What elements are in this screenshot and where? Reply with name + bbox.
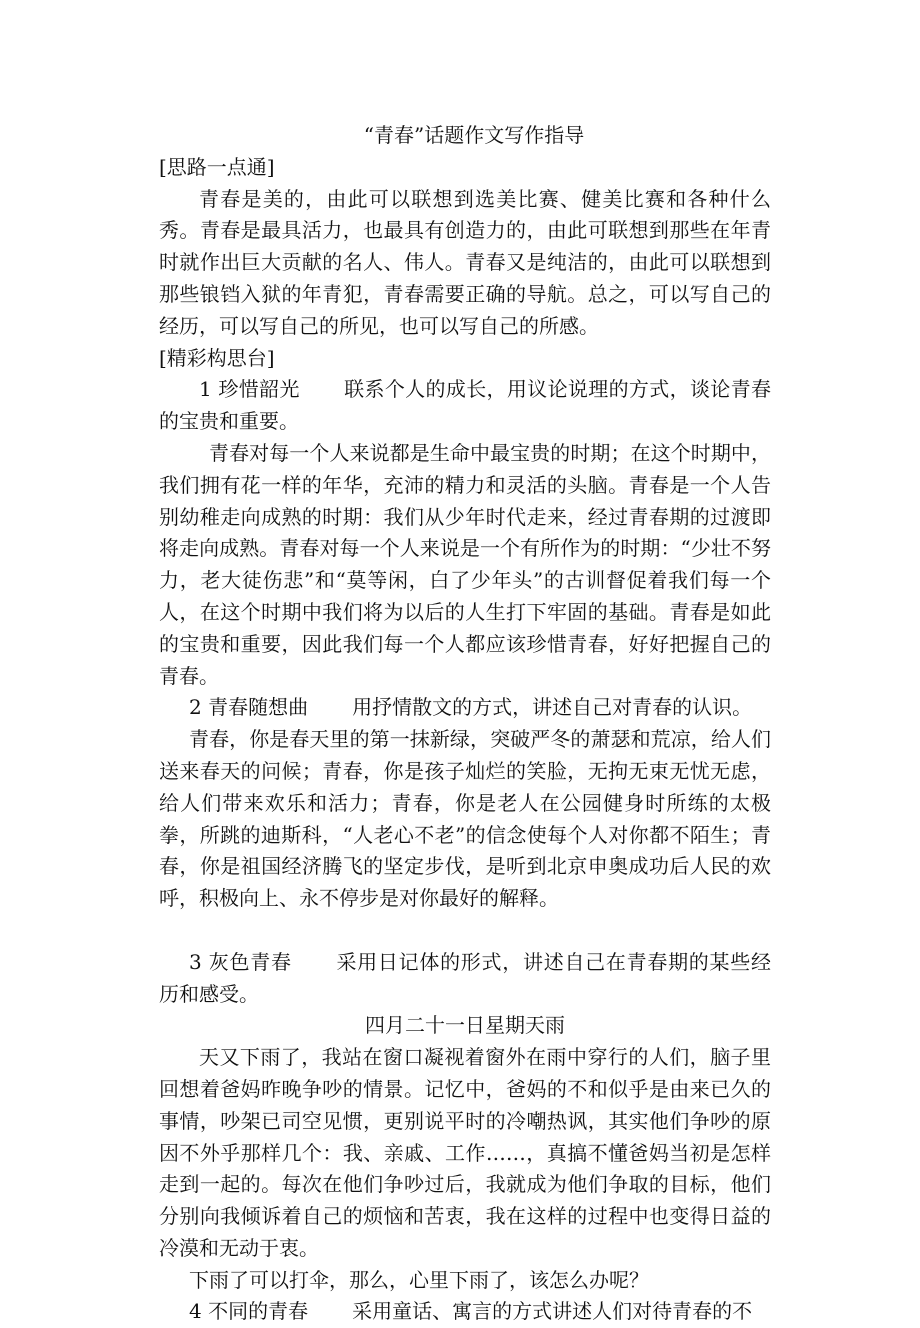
item-3-closing: 下雨了可以打伞，那么，心里下雨了，该怎么办呢？ bbox=[189, 1267, 649, 1292]
blank-line bbox=[159, 915, 771, 947]
item-2-intro bbox=[159, 692, 771, 724]
diary-date: 四月二十一日星期天雨 bbox=[365, 1013, 565, 1038]
item-1-description: 联系个人的成长，用议论说理的方式，谈论青春的宝贵和重要。 bbox=[159, 377, 771, 434]
item-4-title: 4 不同的青春 bbox=[189, 1299, 309, 1324]
item-3-title: 3 灰色青春 bbox=[189, 949, 292, 974]
item-1-intro bbox=[159, 374, 771, 438]
section-heading-conception: [精彩构思台] bbox=[159, 345, 275, 370]
item-2-description: 用抒情散文的方式，讲述自己对青春的认识。 bbox=[352, 695, 753, 720]
item-2-example: 青春，你是春天里的第一抹新绿，突破严冬的萧瑟和荒凉，给人们送来春天的问候；青春，你是孩子灿烂的笑脸，无拘无束无忧无虑，给人们带来欢乐和活力；青春，你是老人在公园健身时所练的太极拳，所跳的迪斯科，“人老心不老”的信念使每个人对你都不陌生；青春，你是祖国经济腾飞的坚定步伐，是听到北京申奥成功后人民的欢呼，积极向上、永不停步是对你最好的解释。 bbox=[159, 727, 771, 911]
item-3-intro bbox=[159, 947, 771, 1011]
item-1-title: 1 珍惜韶光 bbox=[199, 377, 300, 402]
section-heading-ideas: [思路一点通] bbox=[159, 154, 275, 179]
document-title: “青春”话题作文写作指导 bbox=[363, 123, 585, 147]
ideas-paragraph: 青春是美的，由此可以联想到选美比赛、健美比赛和各种什么秀。青春是最具活力，也最具有创造力的，由此可联想到那些在年青时就作出巨大贡献的名人、伟人。青春又是纯洁的，由此可以联想到那些锒铛入狱的年青犯，青春需要正确的导航。总之，可以写自己的经历，可以写自己的所见，也可以写自己的所感。 bbox=[159, 186, 771, 338]
item-4-description: 采用童话、寓言的方式讲述人们对待青春的不 bbox=[352, 1299, 753, 1324]
item-1-example: 青春对每一个人来说都是生命中最宝贵的时期；在这个时期中，我们拥有花一样的年华，充沛的精力和灵活的头脑。青春是一个人告别幼稚走向成熟的时期：我们从少年时代走来，经过青春期的过渡即将走向成熟。青春对每一个人来说是一个有所作为的时期：“少壮不努力，老大徒伤悲”和“莫等闲，白了少年头”的古训督促着我们每一个人，在这个时期中我们将为以后的人生打下牢固的基础。青春是如此的宝贵和重要，因此我们每一个人都应该珍惜青春，好好把握自己的青春。 bbox=[159, 440, 771, 688]
item-4-intro bbox=[159, 1296, 771, 1328]
item-3-example: 天又下雨了，我站在窗口凝视着窗外在雨中穿行的人们，脑子里回想着爸妈昨晚争吵的情景。记忆中，爸妈的不和似乎是由来已久的事情，吵架已司空见惯，更别说平时的冷嘲热讽，其实他们争吵的原因不外乎那样几个：我、亲戚、工作……，真搞不懂爸妈当初是怎样走到一起的。每次在他们争吵过后，我就成为他们争取的目标，他们分别向我倾诉着自己的烦恼和苦衷，我在这样的过程中也变得日益的冷漠和无动于衷。 bbox=[159, 1045, 771, 1260]
item-2-title: 2 青春随想曲 bbox=[189, 695, 309, 720]
document-page bbox=[159, 120, 771, 1328]
item-3-description: 采用日记体的形式，讲述自己在青春期的某些经历和感受。 bbox=[159, 949, 771, 1006]
